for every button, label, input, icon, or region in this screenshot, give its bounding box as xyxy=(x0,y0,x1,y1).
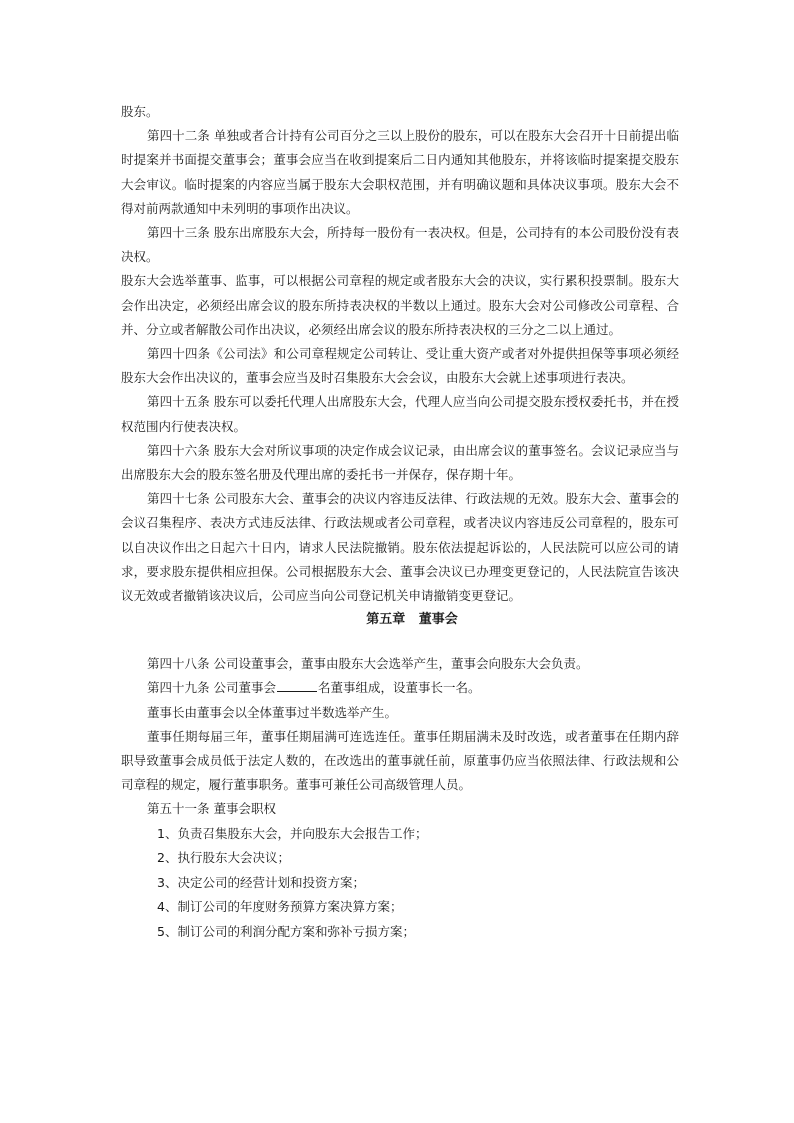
article-44: 第四十四条《公司法》和公司章程规定公司转让、受让重大资产或者对外提供担保等事项必须经股东大会作出决议的，董事会应当及时召集股东大会会议，由股东大会就上述事项进行表决。 xyxy=(121,346,679,386)
article-49-text-start: 第四十九条 公司董事会 xyxy=(147,680,276,696)
chapter-heading: 第五章 董事会 xyxy=(366,612,458,628)
chairman-election-paragraph: 董事长由董事会以全体董事过半数选举产生。 xyxy=(147,704,398,720)
list-item: 4、制订公司的年度财务预算方案决算方案； xyxy=(157,899,403,915)
paragraph-continuation: 股东。 xyxy=(121,104,159,119)
article-43-voting-paragraph: 股东大会选举董事、监事，可以根据公司章程的规定或者股东大会的决议，实行累积投票制。股东大会作出决定，必须经出席会议的股东所持表决权的半数以上通过。股东大会对公司修改公司章程、合并、分立或者解散公司作出决议，必须经出席会议的股东所持表决权的三分之二以上通过。 xyxy=(121,273,679,337)
director-term-paragraph: 董事任期每届三年，董事任期届满可连选连任。董事任期届满未及时改选，或者董事在任期内辞职导致董事会成员低于法定人数的，在改选出的董事就任前，原董事仍应当依照法律、行政法规和公司章程的规定，履行董事职务。董事可兼任公司高级管理人员。 xyxy=(121,728,679,793)
article-42: 第四十二条 单独或者合计持有公司百分之三以上股份的股东，可以在股东大会召开十日前提出临时提案并书面提交董事会；董事会应当在收到提案后二日内通知其他股东，并将该临时提案提交股东大会审议。临时提案的内容应当属于股东大会职权范围，并有明确议题和具体决议事项。股东大会不得对前两款通知中未列明的事项作出决议。 xyxy=(121,128,679,216)
document-page xyxy=(121,100,679,945)
list-item: 3、决定公司的经营计划和投资方案； xyxy=(157,874,365,890)
article-43: 第四十三条 股东出席股东大会，所持每一股份有一表决权。但是，公司持有的本公司股份没有表决权。 xyxy=(121,225,679,265)
article-45: 第四十五条 股东可以委托代理人出席股东大会，代理人应当向公司提交股东授权委托书，并在授权范围内行使表决权。 xyxy=(121,394,679,434)
article-46: 第四十六条 股东大会对所议事项的决定作成会议记录，由出席会议的董事签名。会议记录应当与出席股东大会的股东签名册及代理出席的委托书一并保存，保存期十年。 xyxy=(121,442,679,483)
fill-in-blank xyxy=(277,679,317,692)
list-item: 1、负责召集股东大会，并向股东大会报告工作； xyxy=(157,825,428,841)
article-47: 第四十七条 公司股东大会、董事会的决议内容违反法律、行政法规的无效。股东大会、董事会的会议召集程序、表决方式违反法律、行政法规或者公司章程，或者决议内容违反公司章程的，股东可以自决议作出之日起六十日内，请求人民法院撤销。股东依法提起诉讼的，人民法院可以应公司的请求，要求股东提供相应担保。公司根据股东大会、董事会决议已办理变更登记的，人民法院宣告该决议无效或者撤销该决议后，公司应当向公司登记机关申请撤销变更登记。 xyxy=(121,491,679,604)
article-51: 第五十一条 董事会职权 xyxy=(147,801,276,817)
article-49-text-end: 名董事组成，设董事长一名。 xyxy=(317,680,481,696)
spacer xyxy=(121,632,679,652)
article-48: 第四十八条 公司设董事会，董事由股东大会选举产生，董事会向股东大会负责。 xyxy=(147,656,589,672)
list-item: 2、执行股东大会决议； xyxy=(157,850,290,866)
list-item: 5、制订公司的利润分配方案和弥补亏损方案； xyxy=(157,924,415,940)
article-49 xyxy=(121,676,679,700)
